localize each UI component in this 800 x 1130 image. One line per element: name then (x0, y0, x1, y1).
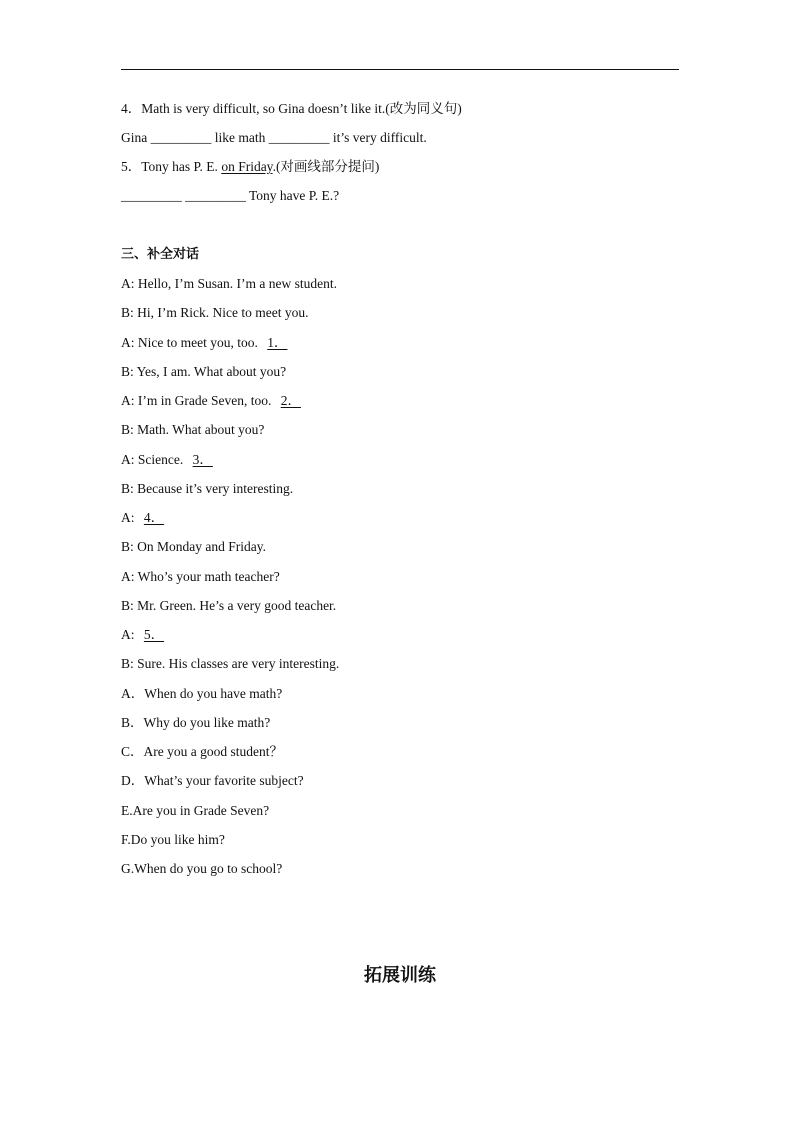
dialogue-text: B: Because it’s very interesting. (121, 480, 294, 496)
question-4-prompt: 4．Math is very difficult, so Gina doesn’t like it.(改为同义句) (121, 101, 462, 116)
dialogue-text: A: (121, 627, 138, 642)
question-5-answer: _________ _________ Tony have P. E.? (121, 188, 340, 203)
answer-option: C．Are you a good student？ (121, 744, 283, 759)
dialogue-text: A: I’m in Grade Seven, too. (121, 393, 275, 408)
dialogue-line (121, 392, 307, 410)
answer-option: D．What’s your favorite subject? (121, 773, 304, 789)
answer-option: E.Are you in Grade Seven? (121, 802, 270, 818)
dialogue-blank: 5． (143, 627, 165, 642)
section-3-heading: 三、补全对话 (121, 247, 200, 262)
dialogue-text: A: Science. (121, 451, 187, 467)
dialogue-line (121, 568, 280, 586)
question-5-prompt-post: .(对画线部分提问) (272, 159, 380, 174)
dialogue-text: A: Nice to meet you, too. (121, 334, 262, 350)
dialogue-line (121, 509, 170, 527)
question-4-answer: Gina _________ like math _________ it’s very difficult. (121, 130, 427, 145)
header-rule (121, 69, 679, 70)
dialogue-line (121, 363, 286, 381)
dialogue-line (121, 304, 308, 322)
dialogue-text: B: Yes, I am. What about you? (121, 363, 287, 379)
dialogue-text: B: Mr. Green. He’s a very good teacher. (121, 597, 337, 613)
dialogue-line (121, 538, 266, 556)
dialogue-text: B: Hi, I’m Rick. Nice to meet you. (121, 305, 309, 321)
question-5-underlined: on Friday (221, 159, 273, 174)
dialogue-blank: 4． (143, 510, 165, 525)
answer-option: A．When do you have math? (121, 685, 283, 701)
dialogue-text: B: On Monday and Friday. (121, 539, 266, 555)
dialogue-text: A: (121, 510, 138, 525)
dialogue-text: B: Sure. His classes are very interesting. (121, 656, 340, 672)
dialogue-line (121, 275, 337, 293)
dialogue-line (121, 421, 264, 439)
dialogue-line (121, 655, 339, 673)
answer-option: B．Why do you like math? (121, 714, 271, 730)
section-4-title: 拓展训练 (364, 965, 436, 986)
dialogue-line (121, 480, 293, 498)
answer-option: G.When do you go to school? (121, 861, 283, 876)
dialogue-text: B: Math. What about you? (121, 422, 265, 438)
dialogue-line (121, 451, 219, 469)
dialogue-blank: 3． (192, 451, 213, 467)
answer-option: F.Do you like him? (121, 831, 225, 847)
dialogue-line (121, 334, 293, 352)
dialogue-text: A: Who’s your math teacher? (121, 568, 280, 584)
dialogue-text: A: Hello, I’m Susan. I’m a new student. (121, 276, 337, 291)
question-5-prompt-pre: 5．Tony has P. E. (121, 159, 222, 174)
dialogue-blank: 1． (267, 334, 288, 350)
dialogue-line (121, 626, 170, 644)
dialogue-line (121, 597, 336, 615)
question-5-prompt (121, 158, 379, 176)
dialogue-blank: 2． (280, 393, 301, 408)
